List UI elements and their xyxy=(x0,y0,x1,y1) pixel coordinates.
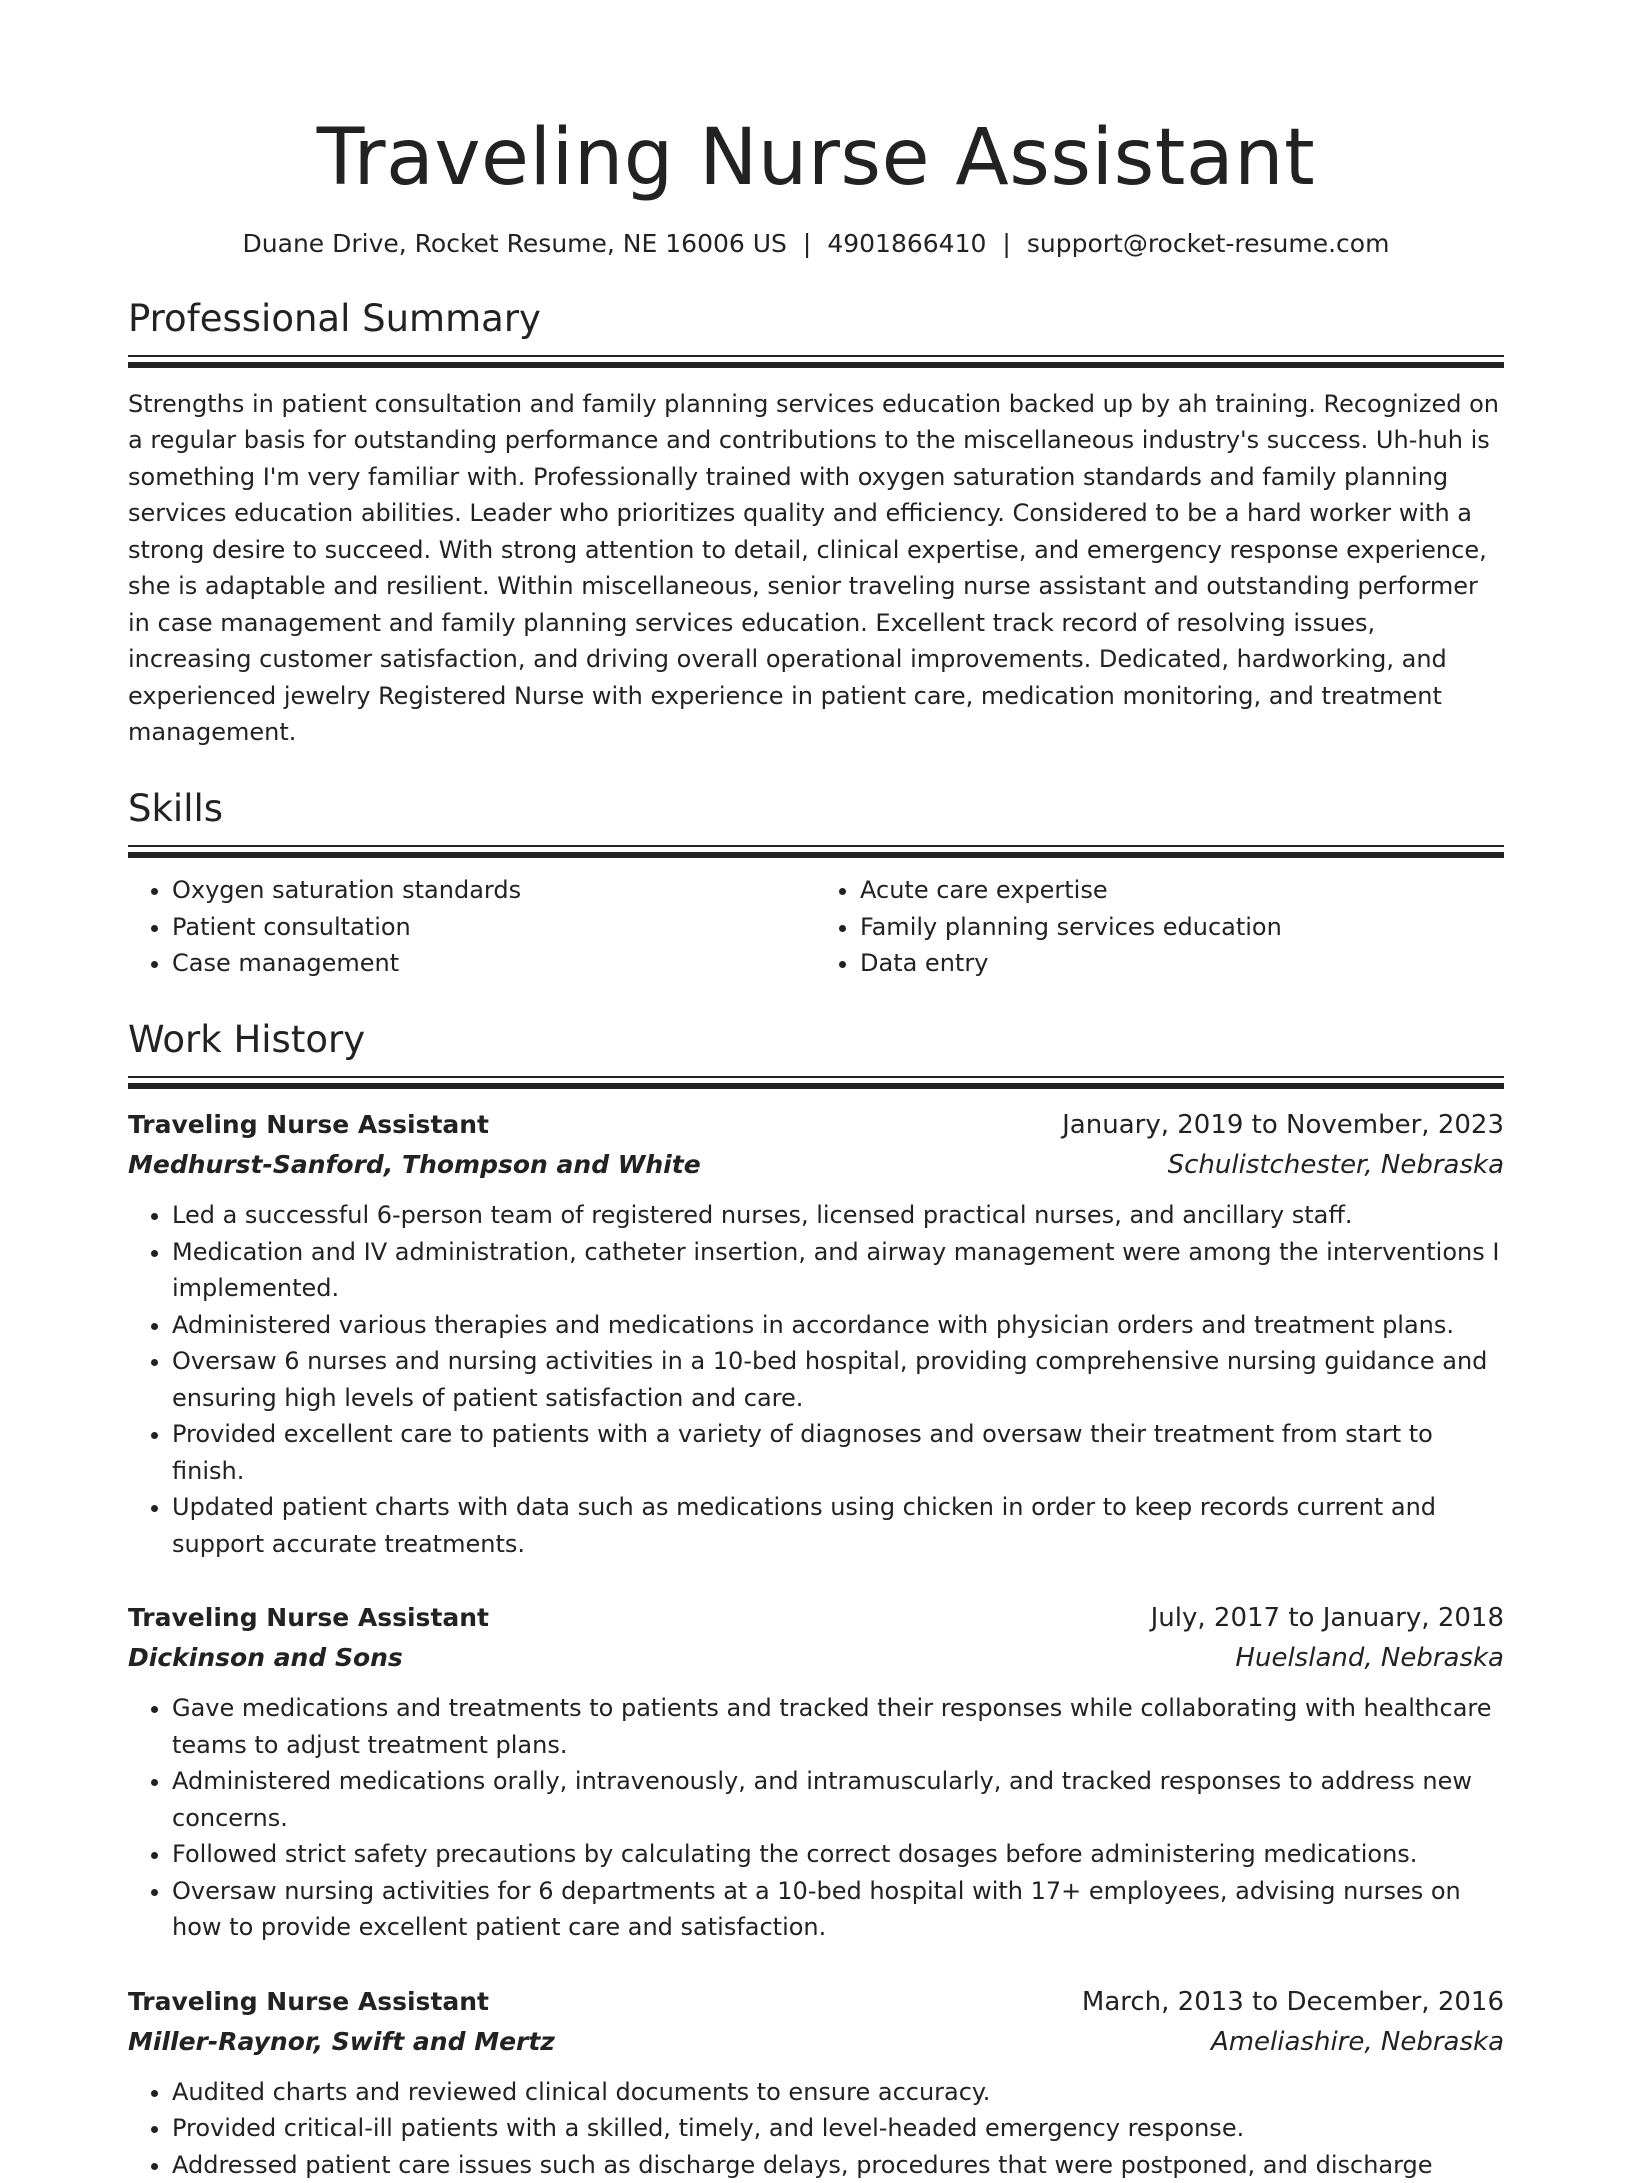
section-divider-thin xyxy=(128,1076,1504,1078)
job-location: Ameliashire, Nebraska xyxy=(1210,2026,1504,2057)
job-bullet: • Provided critical-ill patients with a skilled, timely, and level-headed emergency response. xyxy=(172,2110,1504,2147)
contact-separator: | xyxy=(802,228,812,258)
section-divider-thin xyxy=(128,845,1504,847)
job-bullets xyxy=(128,1690,1504,1946)
section-title: Skills xyxy=(128,786,224,830)
skill-item: • Oxygen saturation standards xyxy=(172,872,816,909)
job-entry xyxy=(128,1982,1504,2183)
job-bullet: • Medication and IV administration, catheter insertion, and airway management were among the interventions I implemented. xyxy=(172,1234,1504,1307)
section-title: Professional Summary xyxy=(128,296,541,340)
job-dates: January, 2019 to November, 2023 xyxy=(1062,1110,1504,1141)
job-bullet: • Led a successful 6-person team of registered nurses, licensed practical nurses, and ancillary staff. xyxy=(172,1197,1504,1234)
address: Duane Drive, Rocket Resume, NE 16006 US xyxy=(242,228,787,258)
section-title: Work History xyxy=(128,1017,366,1061)
job-bullets xyxy=(128,2074,1504,2183)
job-company: Medhurst-Sanford, Thompson and White xyxy=(128,1150,701,1180)
skill-item: • Data entry xyxy=(860,945,1504,982)
job-header xyxy=(128,1982,1504,2022)
job-location: Schulistchester, Nebraska xyxy=(1167,1150,1504,1181)
contact-line xyxy=(128,226,1504,261)
skills-column-right xyxy=(816,872,1504,982)
skill-item: • Family planning services education xyxy=(860,909,1504,946)
skill-item: • Case management xyxy=(172,945,816,982)
job-bullet: • Administered various therapies and medications in accordance with physician orders and treatment plans. xyxy=(172,1307,1504,1344)
job-company: Miller-Raynor, Swift and Mertz xyxy=(128,2026,555,2056)
section-divider-thick xyxy=(128,362,1504,368)
skills-column-left xyxy=(128,872,816,982)
job-title: Traveling Nurse Assistant xyxy=(128,1603,490,1633)
job-subheader xyxy=(128,1638,1504,1678)
job-subheader xyxy=(128,2022,1504,2062)
job-title: Traveling Nurse Assistant xyxy=(128,1110,490,1140)
section-divider-thin xyxy=(128,355,1504,357)
job-dates: March, 2013 to December, 2016 xyxy=(1081,1986,1504,2017)
skill-item: • Acute care expertise xyxy=(860,872,1504,909)
job-title: Traveling Nurse Assistant xyxy=(128,1986,490,2016)
job-location: Huelsland, Nebraska xyxy=(1235,1643,1504,1674)
job-entry xyxy=(128,1105,1504,1562)
job-bullet: • Updated patient charts with data such as medications using chicken in order to keep records current and support accurate treatments. xyxy=(172,1489,1504,1562)
job-company: Dickinson and Sons xyxy=(128,1643,403,1673)
job-bullet: • Administered medications orally, intravenously, and intramuscularly, and tracked responses to address new concerns. xyxy=(172,1763,1504,1836)
job-bullet: • Provided excellent care to patients with a variety of diagnoses and oversaw their treatment from start to finish. xyxy=(172,1416,1504,1489)
work-history-section xyxy=(128,1018,1504,2183)
email: support@rocket-resume.com xyxy=(1026,228,1390,258)
job-bullet: • Oversaw nursing activities for 6 departments at a 10-bed hospital with 17+ employees, advising nurses on how to provide excellent patient care and satisfaction. xyxy=(172,1873,1504,1946)
skills-list xyxy=(128,872,1504,982)
skills-section xyxy=(128,787,1504,982)
phone: 4901866410 xyxy=(827,228,987,258)
section-divider-thick xyxy=(128,1083,1504,1089)
job-bullet: • Oversaw 6 nurses and nursing activities in a 10-bed hospital, providing comprehensive nursing guidance and ensuring high levels of patient satisfaction and care. xyxy=(172,1343,1504,1416)
contact-separator: | xyxy=(1002,228,1011,258)
summary-text: Strengths in patient consultation and family planning services education backed up by ah training. Recognized on a regular basis for outstanding performance and contributions to the miscellaneous industry's success. Uh-huh is something I'm very familiar with. Professionally trained with oxygen saturation standards and family planning services education abilities. Leader who prioritizes quality and efficiency. Considered to be a hard worker with a strong desire to succeed. With strong attention to detail, clinical expertise, and emergency response experience, she is adaptable and resilient. Within miscellaneous, senior traveling nurse assistant and outstanding performer in case management and family planning services education. Excellent track record of resolving issues, increasing customer satisfaction, and driving overall operational improvements. Dedicated, hardworking, and experienced jewelry Registered Nurse with experience in patient care, medication monitoring, and treatment management. xyxy=(128,389,1499,747)
skill-item: • Patient consultation xyxy=(172,909,816,946)
job-subheader xyxy=(128,1145,1504,1185)
job-bullet: • Addressed patient care issues such as discharge delays, procedures that were postponed, and discharge xyxy=(172,2147,1504,2183)
job-header xyxy=(128,1105,1504,1145)
job-bullet: • Audited charts and reviewed clinical documents to ensure accuracy. xyxy=(172,2074,1504,2111)
job-entry xyxy=(128,1598,1504,1946)
resume-title: Traveling Nurse Assistant xyxy=(316,113,1316,203)
job-header xyxy=(128,1598,1504,1638)
job-dates: July, 2017 to January, 2018 xyxy=(1150,1603,1504,1634)
summary-section xyxy=(128,297,1504,751)
job-bullets xyxy=(128,1197,1504,1562)
job-bullet: • Followed strict safety precautions by calculating the correct dosages before administering medications. xyxy=(172,1836,1504,1873)
job-bullet: • Gave medications and treatments to patients and tracked their responses while collaborating with healthcare teams to adjust treatment plans. xyxy=(172,1690,1504,1763)
section-divider-thick xyxy=(128,852,1504,858)
